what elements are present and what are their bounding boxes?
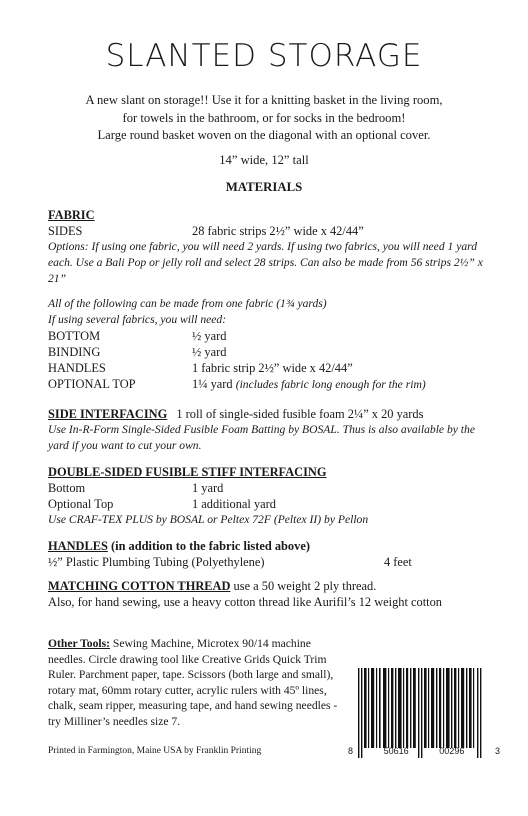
side-interfacing-note: Use In-R-Form Single-Sided Fusible Foam Batting by BOSAL. Thus is also available by the yard if you want to cut your own. [48,423,475,452]
materials-heading: MATERIALS [225,180,303,194]
all-note: If using several fabrics, you will need: [48,313,227,326]
handles-heading: HANDLES [48,539,108,553]
all-note: All of the following can be made from one fabric (1¾ yards) [48,297,327,310]
other-tools-section [48,636,348,729]
intro-text [20,92,508,145]
handles-item: ½” Plastic Plumbing Tubing (Polyethylene) [48,555,265,569]
fabric-item-value: ½ yard [192,345,227,359]
fabric-heading: FABRIC [48,208,95,222]
intro-line: Large round basket woven on the diagonal with an optional cover. [97,128,431,142]
options-note: Options: If using one fabric, you will need 2 yards. If using two fabrics, you will need 1 yard each. Use a Bali Pop or jelly roll and select 28 strips. Can also be made from 56 strips 2½” x 21” [48,240,483,285]
double-sided-label: Optional Top [48,497,114,511]
handles-qty: 4 feet [384,555,412,569]
fabric-item-row [48,328,493,344]
sides-value: 28 fabric strips 2½” wide x 42/44” [192,224,364,238]
double-sided-value: 1 yard [192,481,224,495]
thread-section [48,578,493,610]
other-tools-heading: Other Tools: [48,637,110,650]
fabric-item-value: ½ yard [192,329,227,343]
double-sided-note: Use CRAF-TEX PLUS by BOSAL or Peltex 72F (Peltex II) by Pellon [48,513,369,526]
fabric-item-row [48,376,493,393]
handles-section [48,538,493,570]
double-sided-row [48,496,493,512]
double-sided-value: 1 additional yard [192,497,276,511]
handles-row [48,554,493,570]
barcode-number [348,746,500,756]
thread-heading: MATCHING COTTON THREAD [48,579,231,593]
dimensions: 14” wide, 12” tall [219,153,309,167]
barcode-digit: 50616 [383,746,409,756]
fabric-item-row [48,360,493,376]
barcode-digit: 00296 [439,746,465,756]
thread-text: Also, for hand sewing, use a heavy cotton thread like Aurifil’s 12 weight cotton [48,595,443,609]
other-tools-text: Sewing Machine, Microtex 90/14 machine needles. Circle drawing tool like Creative Grids Quick Trim Ruler. Parchment paper, tape. Scissors (both large and small), rotary mat, 60mm rotary cutter, acrylic rulers with 45º lines, chalk, seam ripper, measuring tape, and hand sewing needles - try Milliner’s needles size 7. [48,637,338,728]
printer-footer: Printed in Farmington, Maine USA by Franklin Printing [48,746,262,756]
side-interfacing-heading: SIDE INTERFACING [48,407,168,421]
barcode [358,668,484,758]
page-title: SLANTED STORAGE [105,38,423,74]
sides-label: SIDES [48,224,83,238]
barcode-digit: 8 [348,746,354,756]
thread-text: use a 50 weight 2 ply thread. [230,579,377,593]
fabric-item-label: OPTIONAL TOP [48,377,136,391]
double-sided-section [48,464,493,528]
fabric-item-label: HANDLES [48,361,106,375]
double-sided-heading: DOUBLE-SIDED FUSIBLE STIFF INTERFACING [48,465,327,479]
fabric-item-row [48,344,493,360]
intro-line: for towels in the bathroom, or for socks in the bedroom! [122,110,406,125]
double-sided-row [48,480,493,496]
side-interfacing-section [48,406,493,454]
fabric-item-value: 1¼ yard [192,377,236,391]
fabric-item-note: (includes fabric long enough for the rim) [235,378,426,391]
barcode-digit: 3 [494,746,500,756]
side-interfacing-value: 1 roll of single-sided fusible foam 2¼” x 20 yards [176,407,424,421]
fabric-item-label: BINDING [48,345,101,359]
fabric-item-label: BOTTOM [48,329,101,343]
sides-row [48,223,493,239]
handles-heading-suffix: (in addition to the fabric listed above) [107,539,310,553]
double-sided-label: Bottom [48,481,86,495]
fabric-section [48,207,493,393]
intro-line: A new slant on storage!! Use it for a knitting basket in the living room, [85,93,443,107]
fabric-item-value: 1 fabric strip 2½” wide x 42/44” [192,361,353,375]
